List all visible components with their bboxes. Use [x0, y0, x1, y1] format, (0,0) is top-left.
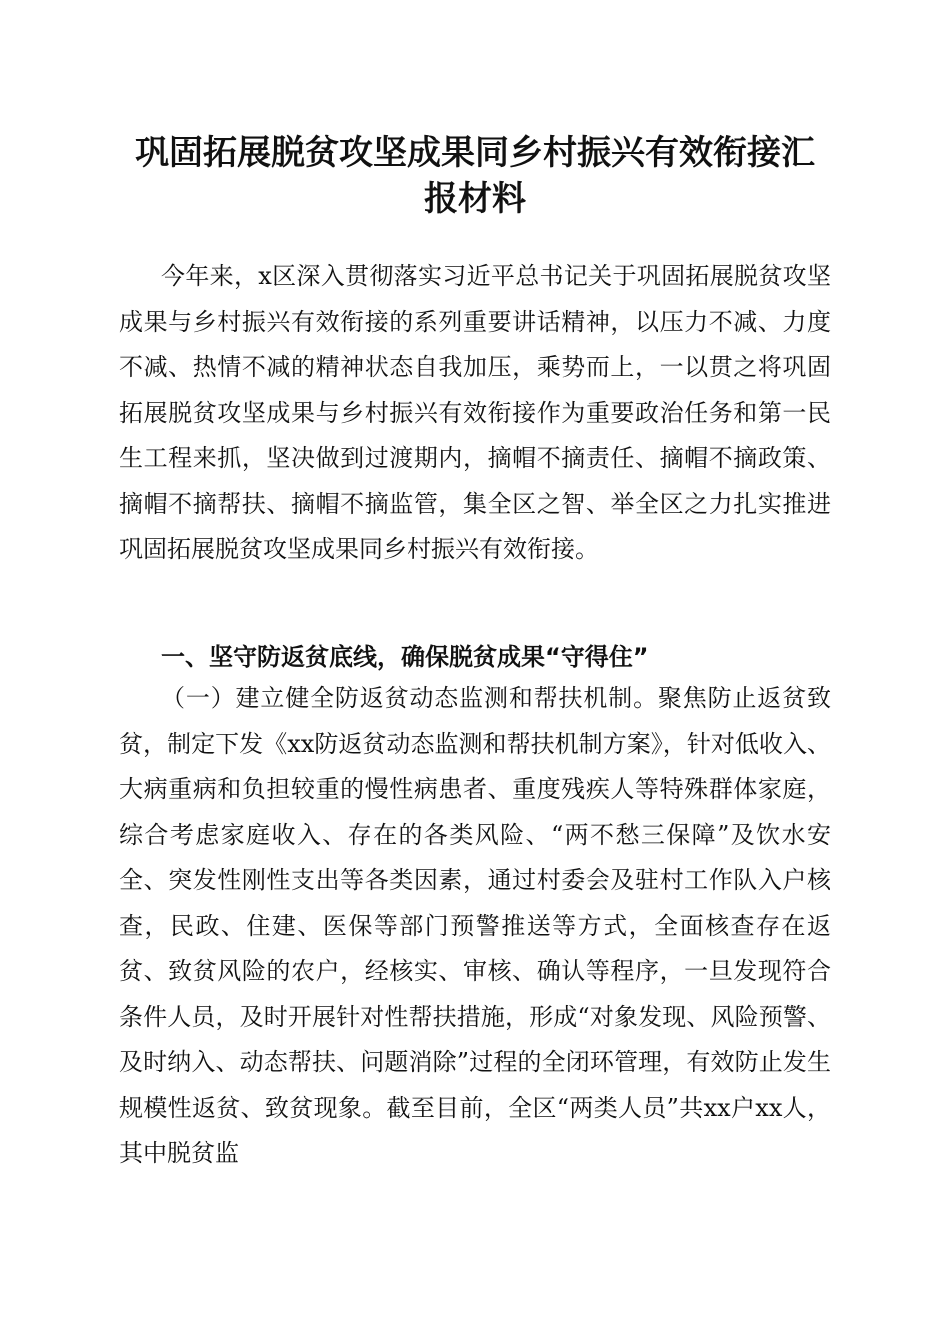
intro-paragraph: 今年来，x区深入贯彻落实习近平总书记关于巩固拓展脱贫攻坚成果与乡村振兴有效衔接的系列重要讲话精神，以压力不减、力度不减、热情不减的精神状态自我加压，乘势而上，一以贯之将巩固拓展脱贫攻坚成果与乡村振兴有效衔接作为重要政治任务和第一民生工程来抓，坚决做到过渡期内，摘帽不摘责任、摘帽不摘政策、摘帽不摘帮扶、摘帽不摘监管，集全区之智、举全区之力扎实推进巩固拓展脱贫攻坚成果同乡村振兴有效衔接。: [119, 262, 831, 563]
document-title: [100, 130, 850, 222]
document-title-line-2: 报材料: [424, 179, 526, 219]
section-heading-1: 一、坚守防返贫底线，确保脱贫成果“守得住”: [161, 643, 649, 671]
section-1-paragraph-1: （一）建立健全防返贫动态监测和帮扶机制。聚焦防止返贫致贫，制定下发《xx防返贫动态监测和帮扶机制方案》，针对低收入、大病重病和负担较重的慢性病患者、重度残疾人等特殊群体家庭，综合考虑家庭收入、存在的各类风险、“两不愁三保障”及饮水安全、突发性刚性支出等各类因素，通过村委会及驻村工作队入户核查，民政、住建、医保等部门预警推送等方式，全面核查存在返贫、致贫风险的农户，经核实、审核、确认等程序，一旦发现符合条件人员，及时开展针对性帮扶措施，形成“对象发现、风险预警、及时纳入、动态帮扶、问题消除”过程的全闭环管理，有效防止发生规模性返贫、致贫现象。截至目前，全区“两类人员”共xx户xx人，其中脱贫监: [119, 684, 831, 1167]
document-title-line-1: 巩固拓展脱贫攻坚成果同乡村振兴有效衔接汇: [135, 133, 815, 173]
